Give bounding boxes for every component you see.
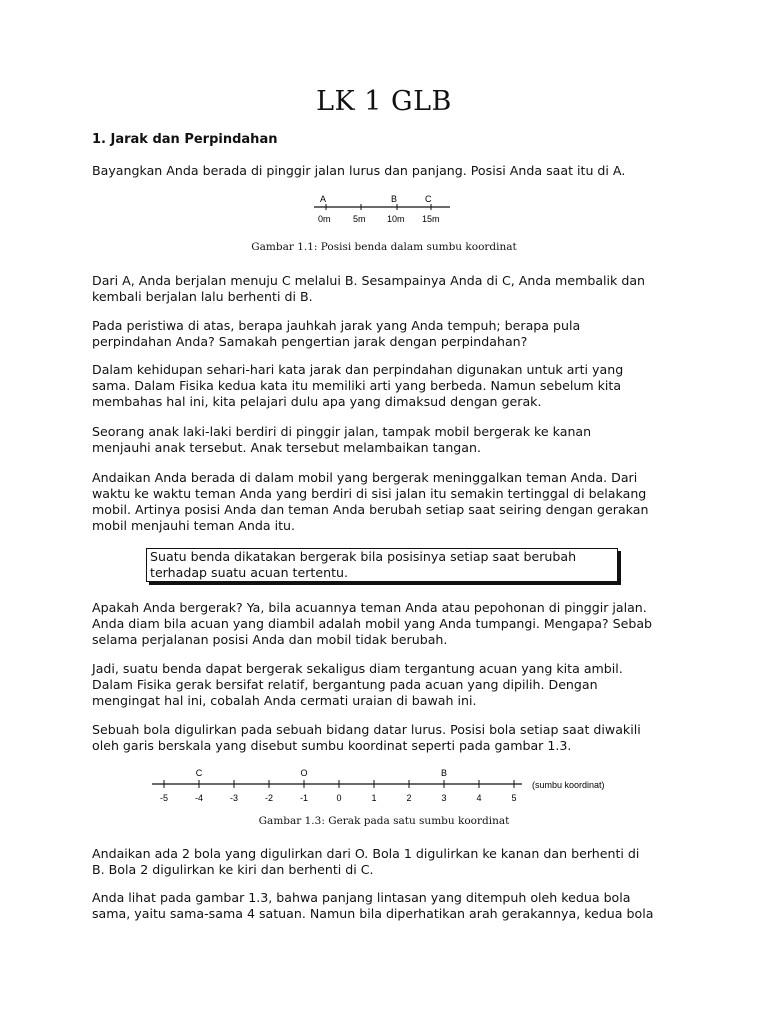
paragraph-line: B. Bola 2 digulirkan ke kiri dan berhenti di C.: [92, 862, 374, 877]
axis-tick-label: -5: [159, 793, 169, 803]
paragraph-line: waktu ke waktu teman Anda yang berdiri di sisi jalan itu semakin tertinggal di belakang: [92, 486, 647, 501]
axis-tick-label: -2: [264, 793, 274, 803]
tick-label: 10m: [387, 214, 405, 224]
point-label-c: C: [195, 768, 203, 778]
point-label-b: B: [391, 194, 398, 204]
point-label-a: A: [320, 194, 327, 204]
paragraph-line: Jadi, suatu benda dapat bergerak sekaligus diam tergantung acuan yang kita ambil.: [92, 661, 623, 676]
page-title: LK 1 GLB: [316, 86, 452, 117]
paragraph-8: [92, 661, 692, 709]
axis-note: (sumbu koordinat): [532, 780, 605, 790]
paragraph-line: sama. Dalam Fisika kedua kata itu memiliki arti yang berbeda. Namun sebelum kita: [92, 378, 622, 393]
paragraph-9: [92, 722, 692, 754]
paragraph-11: [92, 890, 692, 922]
paragraph-line: Andaikan ada 2 bola yang digulirkan dari O. Bola 1 digulirkan ke kanan dan berhenti di: [92, 846, 640, 861]
paragraph-line: Dari A, Anda berjalan menuju C melalui B. Sesampainya Anda di C, Anda membalik dan: [92, 273, 646, 288]
paragraph-line: Anda diam bila acuan yang diambil adalah mobil yang Anda tumpangi. Mengapa? Sebab: [92, 616, 653, 631]
paragraph-line: sama, yaitu sama-sama 4 satuan. Namun bila diperhatikan arah gerakannya, kedua bola: [92, 906, 654, 921]
paragraph-line: Sebuah bola digulirkan pada sebuah bidang datar lurus. Posisi bola setiap saat diwakili: [92, 722, 641, 737]
paragraph-line: selama perjalanan posisi Anda dan mobil tidak berubah.: [92, 632, 448, 647]
paragraph-line: Dalam kehidupan sehari-hari kata jarak dan perpindahan digunakan untuk arti yang: [92, 362, 624, 377]
tick-label: 0m: [318, 214, 331, 224]
point-label-c: C: [425, 194, 432, 204]
paragraph-line: menjauhi anak tersebut. Anak tersebut melambaikan tangan.: [92, 440, 482, 455]
paragraph-line: mengingat hal ini, cobalah Anda cermati uraian di bawah ini.: [92, 693, 477, 708]
axis-tick-label: 1: [371, 793, 377, 803]
paragraph-line: mobil menjauhi teman Anda itu.: [92, 518, 296, 533]
figure-1-3-caption: Gambar 1.3: Gerak pada satu sumbu koordinat: [258, 815, 510, 827]
tick-label: 15m: [422, 214, 440, 224]
point-label-o: O: [300, 768, 308, 778]
definition-line: terhadap suatu acuan tertentu.: [150, 565, 349, 580]
point-label-b: B: [440, 768, 448, 778]
definition-box: [146, 548, 618, 582]
axis-tick-label: 3: [441, 793, 447, 803]
paragraph-line: kembali berjalan lalu berhenti di B.: [92, 289, 313, 304]
figure-1-3-coordinate-axis: [150, 764, 640, 806]
paragraph-line: membahas hal ini, kita pelajari dulu apa yang dimaksud dengan gerak.: [92, 394, 542, 409]
paragraph-line: perpindahan Anda? Samakah pengertian jarak dengan perpindahan?: [92, 334, 528, 349]
paragraph-3: [92, 318, 692, 350]
axis-tick-label: 5: [511, 793, 517, 803]
paragraph-2: [92, 273, 692, 305]
axis-tick-label: 4: [476, 793, 482, 803]
paragraph-line: Bayangkan Anda berada di pinggir jalan lurus dan panjang. Posisi Anda saat itu di A.: [92, 163, 626, 178]
paragraph-6: [92, 470, 692, 534]
paragraph-1: [92, 163, 692, 179]
figure-1-1-caption: Gambar 1.1: Posisi benda dalam sumbu koordinat: [251, 241, 517, 253]
paragraph-5: [92, 424, 692, 456]
section-heading: 1. Jarak dan Perpindahan: [92, 132, 278, 147]
tick-label: 5m: [353, 214, 366, 224]
paragraph-line: Anda lihat pada gambar 1.3, bahwa panjang lintasan yang ditempuh oleh kedua bola: [92, 890, 631, 905]
figure-1-1-number-line: [312, 192, 452, 228]
paragraph-7: [92, 600, 692, 648]
definition-line: Suatu benda dikatakan bergerak bila posisinya setiap saat berubah: [150, 549, 577, 564]
paragraph-line: Andaikan Anda berada di dalam mobil yang bergerak meninggalkan teman Anda. Dari: [92, 470, 638, 485]
paragraph-4: [92, 362, 692, 410]
axis-tick-label: -3: [229, 793, 239, 803]
paragraph-line: Seorang anak laki-laki berdiri di pinggir jalan, tampak mobil bergerak ke kanan: [92, 424, 592, 439]
axis-tick-label: -4: [194, 793, 204, 803]
paragraph-line: oleh garis berskala yang disebut sumbu koordinat seperti pada gambar 1.3.: [92, 738, 572, 753]
paragraph-line: mobil. Artinya posisi Anda dan teman Anda berubah setiap saat seiring dengan gerakan: [92, 502, 649, 517]
paragraph-line: Pada peristiwa di atas, berapa jauhkah jarak yang Anda tempuh; berapa pula: [92, 318, 581, 333]
axis-tick-label: -1: [299, 793, 309, 803]
paragraph-line: Dalam Fisika gerak bersifat relatif, bergantung pada acuan yang dipilih. Dengan: [92, 677, 598, 692]
paragraph-10: [92, 846, 692, 878]
paragraph-line: Apakah Anda bergerak? Ya, bila acuannya teman Anda atau pepohonan di pinggir jalan.: [92, 600, 647, 615]
axis-tick-label: 2: [406, 793, 412, 803]
axis-tick-label: 0: [336, 793, 342, 803]
